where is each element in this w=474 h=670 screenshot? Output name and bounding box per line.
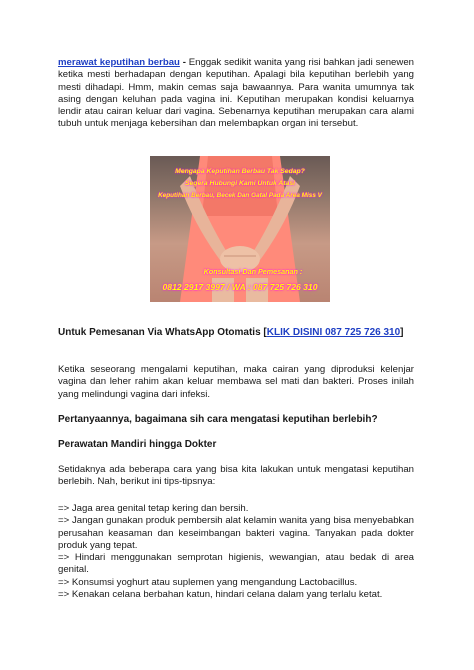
list-item: => Jaga area genital tetap kering dan bersih. bbox=[58, 503, 249, 514]
order-link[interactable]: KLIK DISINI 087 725 726 310 bbox=[266, 327, 401, 338]
paragraph-2 bbox=[58, 364, 414, 401]
subheading-text: Perawatan Mandiri hingga Dokter bbox=[58, 439, 217, 450]
order-line bbox=[58, 327, 414, 339]
intro-paragraph bbox=[58, 57, 414, 131]
list-item: => Konsumsi yoghurt atau suplemen yang mengandung Lactobacillus. bbox=[58, 576, 358, 588]
question-text: Pertanyaannya, bagaimana sih cara mengatasi keputihan berlebih? bbox=[58, 414, 378, 425]
question-heading bbox=[58, 414, 414, 426]
promo-image bbox=[150, 156, 330, 302]
banner-line-4: Konsultasi Dan Pemesanan : bbox=[203, 267, 303, 276]
woman-illustration bbox=[150, 156, 330, 302]
banner-line-2: Segera Hubungi Kami Untuk Atasi bbox=[184, 180, 296, 187]
paragraph-2-text: Ketika seseorang mengalami keputihan, maka cairan yang diproduksi kelenjar vagina dan leher rahim akan keluar membawa sel mati dan bakteri. Proses inilah yang melindungi vagina dari infeksi. bbox=[58, 364, 414, 400]
tips-list bbox=[58, 503, 414, 601]
order-suffix: ] bbox=[400, 327, 404, 338]
banner-phone: 0812 2917 3997 / WA : 087 725 726 310 bbox=[162, 282, 318, 292]
paragraph-3 bbox=[58, 464, 414, 489]
list-item: => Kenakan celana berbahan katun, hindari celana dalam yang terlalu ketat. bbox=[58, 589, 383, 601]
intro-text: Enggak sedikit wanita yang risi bahkan jadi senewen ketika mesti berhadapan dengan keputihan. Apalagi bila keputihan berlebih yang mesti dihadapi. Hmm, makin cemas saja bawaannya. Para wanita umumnya tak asing dengan keluhan pada vagina ini. Keputihan merupakan kondisi keluarnya lendir atau cairan keluar dari vagina. Sebenarnya keputihan merupakan cara alami tubuh untuk menjaga kebersihan dan melembapkan organ ini tersebut. bbox=[58, 57, 414, 130]
list-item: => Hindari menggunakan semprotan higienis, wewangian, atau bedak di area genital. bbox=[58, 552, 414, 576]
banner-line-3: Keputihan Berbau, Becek Dan Gatal Pada Area Miss V bbox=[158, 192, 322, 199]
order-prefix: Untuk Pemesanan Via WhatsApp Otomatis [ bbox=[58, 327, 267, 338]
list-item: => Jangan gunakan produk pembersih alat kelamin wanita yang bisa menyebabkan perusahan keasaman dan keseimbangan bakteri vagina. Tanyakan pada dokter produk yang tepat. bbox=[58, 515, 414, 551]
paragraph-3-text: Setidaknya ada beberapa cara yang bisa kita lakukan untuk mengatasi keputihan berlebih. Nah, berikut ini tips-tipsnya: bbox=[58, 464, 414, 488]
intro-link[interactable]: merawat keputihan berbau bbox=[58, 57, 180, 68]
intro-separator: - bbox=[179, 57, 189, 68]
banner-line-1: Mengapa Keputihan Berbau Tak Sedap? bbox=[175, 168, 305, 175]
subheading bbox=[58, 439, 414, 451]
